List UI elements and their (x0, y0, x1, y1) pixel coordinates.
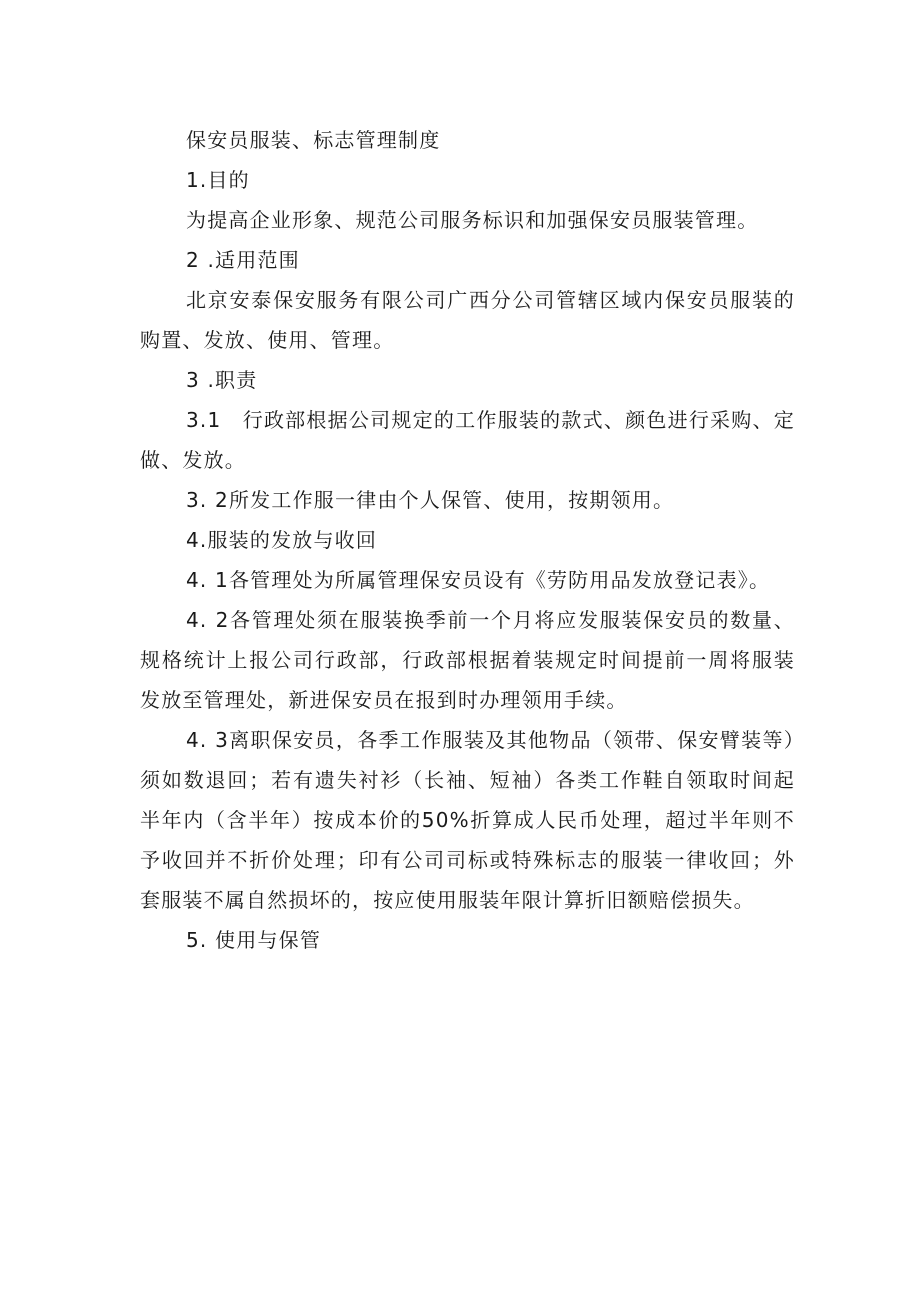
paragraph-4-3: 4. 3离职保安员，各季工作服装及其他物品（领带、保安臂装等）须如数退回；若有遗失衬衫（长袖、短袖）各类工作鞋自领取时间起半年内（含半年）按成本价的50%折算成人民币处理，超过半年则不予收回并不折价处理；印有公司司标或特殊标志的服装一律收回；外套服装不属自然损坏的，按应使用服装年限计算折旧额赔偿损失。 (140, 728, 795, 912)
paragraph-purpose: 为提高企业形象、规范公司服务标识和加强保安员服装管理。 (186, 208, 759, 232)
section-heading-use-custody: 5. 使用与保管 (186, 928, 322, 952)
paragraph-4-1: 4. 1各管理处为所属管理保安员设有《劳防用品发放登记表》。 (186, 568, 771, 592)
section-heading-purpose: 1.目的 (186, 168, 250, 192)
paragraph-duty-3-1: 3.1 行政部根据公司规定的工作服装的款式、颜色进行采购、定做、发放。 (140, 408, 795, 472)
section-heading-scope: 2 .适用范围 (186, 248, 300, 272)
section-heading-issue-return: 4.服装的发放与收回 (186, 528, 378, 552)
document-body (140, 120, 795, 960)
section-heading-duties: 3 .职责 (186, 368, 258, 392)
paragraph-scope: 北京安泰保安服务有限公司广西分公司管辖区域内保安员服装的购置、发放、使用、管理。 (140, 288, 795, 352)
document-title: 保安员服装、标志管理制度 (186, 128, 441, 152)
paragraph-duty-3-2: 3. 2所发工作服一律由个人保管、使用，按期领用。 (186, 488, 675, 512)
paragraph-4-2: 4. 2各管理处须在服装换季前一个月将应发服装保安员的数量、规格统计上报公司行政部，行政部根据着装规定时间提前一周将服装发放至管理处，新进保安员在报到时办理领用手续。 (140, 608, 795, 712)
